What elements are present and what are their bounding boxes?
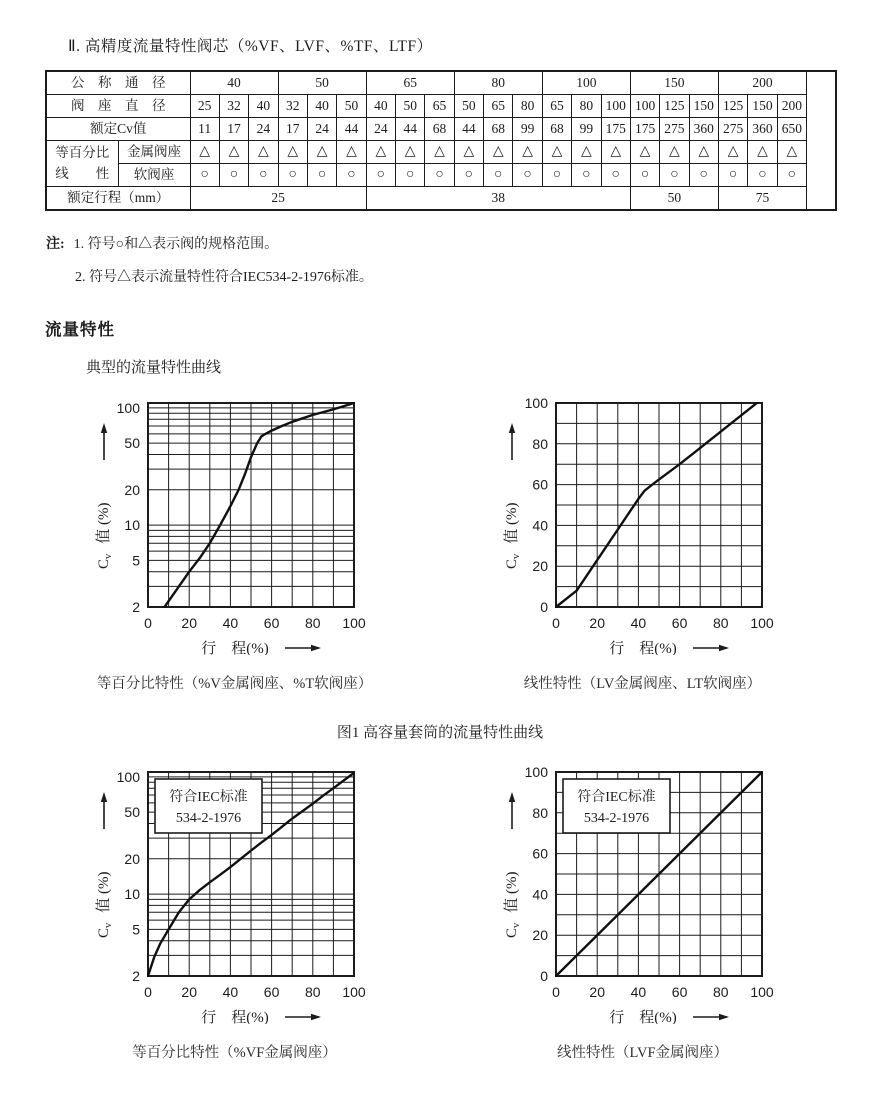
soft-seat-symbol: ○: [513, 164, 542, 187]
y-tick-label: 10: [124, 517, 140, 534]
metal-seat-symbol: △: [337, 141, 366, 164]
seat-diameter-cell: 50: [337, 95, 366, 118]
note-line-1: [46, 233, 880, 253]
x-tick-label: 100: [342, 615, 366, 631]
cv-value-cell: 24: [249, 118, 278, 141]
y-tick-label: 40: [532, 517, 548, 534]
chart-caption-linear-lvf: 线性特性（LVF金属阀座）: [556, 1045, 729, 1061]
metal-seat-symbol: △: [660, 141, 689, 164]
x-tick-label: 100: [342, 984, 366, 1000]
metal-seat-symbol: △: [454, 141, 483, 164]
cv-value-cell: 44: [454, 118, 483, 141]
chart-linear-lvf: [490, 762, 795, 1024]
cv-value-cell: 99: [513, 118, 542, 141]
cv-value-cell: 275: [718, 118, 747, 141]
y-tick-label: 60: [532, 476, 548, 493]
chart-block-linear-lvf: [490, 762, 795, 1062]
soft-seat-symbol: ○: [718, 164, 747, 187]
x-axis-arrowhead: [719, 645, 729, 651]
row-label-characteristic: 等百分比 线 性: [46, 141, 118, 187]
x-axis-label: 行 程(%): [609, 641, 677, 655]
seat-diameter-cell: 32: [219, 95, 248, 118]
x-tick-label: 20: [589, 984, 605, 1000]
seat-diameter-cell: 150: [689, 95, 718, 118]
seat-diameter-cell: 125: [718, 95, 747, 118]
metal-seat-symbol: △: [542, 141, 571, 164]
y-tick-label: 10: [124, 886, 140, 903]
nominal-size-cell: 50: [278, 71, 366, 95]
travel-value-cell: 75: [718, 187, 806, 211]
cv-value-cell: 17: [278, 118, 307, 141]
x-tick-label: 0: [144, 984, 152, 1000]
cv-value-cell: 24: [366, 118, 395, 141]
y-axis-arrowhead: [509, 423, 515, 433]
y-tick-label: 2: [132, 968, 140, 984]
soft-seat-symbol: ○: [777, 164, 806, 187]
x-tick-label: 80: [713, 984, 729, 1000]
y-tick-label: 40: [532, 886, 548, 903]
charts-row-2: [0, 762, 880, 1062]
nominal-size-cell: 40: [190, 71, 278, 95]
cv-value-cell: 24: [307, 118, 336, 141]
travel-value-cell: 25: [190, 187, 366, 211]
x-tick-label: 80: [305, 615, 321, 631]
soft-seat-symbol: ○: [454, 164, 483, 187]
nominal-size-cell: 65: [366, 71, 454, 95]
seat-diameter-cell: 40: [249, 95, 278, 118]
seat-diameter-cell: 125: [660, 95, 689, 118]
metal-seat-symbol: △: [425, 141, 454, 164]
y-tick-label: 20: [124, 850, 140, 867]
cv-value-cell: 44: [337, 118, 366, 141]
soft-seat-symbol: ○: [249, 164, 278, 187]
chart-caption-linear-lv: 线性特性（LV金属阀座、LT软阀座）: [523, 676, 762, 692]
metal-seat-symbol: △: [278, 141, 307, 164]
x-tick-label: 60: [263, 615, 280, 631]
x-tick-label: 80: [713, 615, 729, 631]
travel-value-cell: 50: [630, 187, 718, 211]
x-tick-label: 20: [589, 615, 605, 631]
nominal-size-cell: 150: [630, 71, 718, 95]
seat-diameter-cell: 65: [425, 95, 454, 118]
cv-value-cell: 360: [689, 118, 718, 141]
cv-value-cell: 360: [748, 118, 777, 141]
chart-equal-percentage-v: [82, 393, 387, 655]
cv-value-cell: 17: [219, 118, 248, 141]
x-axis-label: 行 程(%): [609, 1010, 677, 1024]
seat-diameter-cell: 65: [484, 95, 513, 118]
seat-diameter-cell: 80: [572, 95, 601, 118]
figure-caption: 图1 高容量套筒的流量特性曲线: [336, 725, 544, 741]
seat-diameter-cell: 40: [307, 95, 336, 118]
y-tick-label: 100: [524, 764, 548, 780]
x-tick-label: 60: [671, 984, 688, 1000]
x-axis-arrowhead: [311, 1014, 321, 1020]
cv-value-cell: 68: [542, 118, 571, 141]
x-tick-label: 60: [263, 984, 280, 1000]
metal-seat-symbol: △: [249, 141, 278, 164]
metal-seat-symbol: △: [748, 141, 777, 164]
cv-value-cell: 175: [601, 118, 630, 141]
row-label-seat-diameter: 阀 座 直 径: [46, 95, 190, 118]
row-label-nominal-diameter: 公 称 通 径: [46, 71, 190, 95]
metal-seat-symbol: △: [572, 141, 601, 164]
y-tick-label: 5: [132, 921, 140, 938]
chart-caption-equal-percentage-vf: 等百分比特性（%VF金属阀座）: [132, 1045, 337, 1061]
metal-seat-symbol: △: [513, 141, 542, 164]
soft-seat-symbol: ○: [484, 164, 513, 187]
soft-seat-symbol: ○: [689, 164, 718, 187]
soft-seat-symbol: ○: [337, 164, 366, 187]
x-tick-label: 20: [181, 615, 197, 631]
y-axis-label: $C_v$值 (%): [96, 502, 114, 569]
y-axis-arrowhead: [509, 792, 515, 802]
soft-seat-symbol: ○: [425, 164, 454, 187]
soft-seat-symbol: ○: [307, 164, 336, 187]
x-axis-label: 行 程(%): [201, 641, 269, 655]
y-tick-label: 0: [540, 968, 548, 984]
seat-diameter-cell: 150: [748, 95, 777, 118]
metal-seat-symbol: △: [366, 141, 395, 164]
x-tick-label: 0: [144, 615, 152, 631]
y-tick-label: 2: [132, 599, 140, 615]
metal-seat-symbol: △: [630, 141, 659, 164]
nominal-size-cell: 80: [454, 71, 542, 95]
metal-seat-symbol: △: [718, 141, 747, 164]
y-axis-arrowhead: [101, 792, 107, 802]
soft-seat-symbol: ○: [278, 164, 307, 187]
section-heading: 流量特性: [45, 321, 115, 339]
chart-caption-equal-percentage-v: 等百分比特性（%V金属阀座、%T软阀座）: [96, 676, 373, 692]
cv-value-cell: 650: [777, 118, 806, 141]
cv-value-cell: 68: [425, 118, 454, 141]
metal-seat-symbol: △: [219, 141, 248, 164]
cv-value-cell: 275: [660, 118, 689, 141]
y-axis-label: $C_v$值 (%): [504, 871, 522, 938]
travel-value-cell: 38: [366, 187, 630, 211]
soft-seat-symbol: ○: [396, 164, 425, 187]
soft-seat-symbol: ○: [601, 164, 630, 187]
section-subheading: 典型的流量特性曲线: [86, 360, 222, 376]
y-tick-label: 100: [116, 399, 140, 416]
note-line-2: [75, 266, 880, 286]
seat-diameter-cell: 40: [366, 95, 395, 118]
seat-diameter-cell: 25: [190, 95, 219, 118]
row-label-metal-seat: 金属阀座: [118, 141, 190, 164]
cv-value-cell: 68: [484, 118, 513, 141]
x-tick-label: 0: [552, 984, 560, 1000]
soft-seat-symbol: ○: [190, 164, 219, 187]
iec-standard-text: 534-2-1976: [175, 811, 242, 826]
x-tick-label: 40: [222, 984, 239, 1000]
chart-equal-percentage-vf: [82, 762, 387, 1024]
nominal-size-cell: 100: [542, 71, 630, 95]
y-tick-label: 50: [124, 804, 140, 821]
chart-block-equal-percentage-vf: [82, 762, 387, 1062]
y-axis-label: $C_v$值 (%): [504, 502, 522, 569]
seat-diameter-cell: 32: [278, 95, 307, 118]
chart-block-equal-percentage-v: [82, 393, 387, 693]
chart-linear-lv: [490, 393, 795, 655]
x-tick-label: 0: [552, 615, 560, 631]
seat-diameter-cell: 65: [542, 95, 571, 118]
x-tick-label: 20: [181, 984, 197, 1000]
y-tick-label: 100: [524, 395, 548, 411]
iec-standard-text: 符合IEC标准: [169, 790, 248, 805]
row-label-rated-cv: 额定Cv值: [46, 118, 190, 141]
cv-value-cell: 11: [190, 118, 219, 141]
seat-diameter-cell: 50: [396, 95, 425, 118]
metal-seat-symbol: △: [601, 141, 630, 164]
cv-value-cell: 99: [572, 118, 601, 141]
x-tick-label: 40: [222, 615, 239, 631]
y-tick-label: 20: [532, 558, 548, 575]
note-label: 注:: [46, 237, 65, 252]
cv-value-cell: 175: [630, 118, 659, 141]
y-axis-label: $C_v$值 (%): [96, 871, 114, 938]
y-tick-label: 80: [532, 435, 548, 452]
page-title: Ⅱ. 高精度流量特性阀芯（%VF、LVF、%TF、LTF）: [68, 38, 433, 55]
note-item-1: 1. 符号○和△表示阀的规格范围。: [73, 237, 279, 252]
soft-seat-symbol: ○: [660, 164, 689, 187]
seat-diameter-cell: 80: [513, 95, 542, 118]
x-tick-label: 40: [630, 984, 647, 1000]
y-tick-label: 80: [532, 804, 548, 821]
soft-seat-symbol: ○: [572, 164, 601, 187]
x-axis-arrowhead: [311, 645, 321, 651]
soft-seat-symbol: ○: [366, 164, 395, 187]
seat-diameter-cell: 100: [630, 95, 659, 118]
seat-diameter-cell: 100: [601, 95, 630, 118]
cv-value-cell: 44: [396, 118, 425, 141]
row-label-rated-travel: 额定行程（mm）: [46, 187, 190, 211]
x-tick-label: 40: [630, 615, 647, 631]
x-tick-label: 100: [750, 984, 774, 1000]
soft-seat-symbol: ○: [542, 164, 571, 187]
metal-seat-symbol: △: [777, 141, 806, 164]
charts-row-1: [0, 393, 880, 693]
chart-block-linear-lv: [490, 393, 795, 693]
y-tick-label: 20: [532, 927, 548, 944]
y-tick-label: 20: [124, 481, 140, 498]
metal-seat-symbol: △: [190, 141, 219, 164]
document-page: [0, 34, 880, 1062]
note-item-2: 2. 符号△表示流量特性符合IEC534-2-1976标准。: [75, 270, 373, 285]
soft-seat-symbol: ○: [219, 164, 248, 187]
y-tick-label: 60: [532, 845, 548, 862]
iec-standard-text: 534-2-1976: [583, 811, 650, 826]
metal-seat-symbol: △: [307, 141, 336, 164]
y-tick-label: 5: [132, 552, 140, 569]
nominal-size-cell: 200: [718, 71, 806, 95]
y-axis-arrowhead: [101, 423, 107, 433]
metal-seat-symbol: △: [484, 141, 513, 164]
x-tick-label: 100: [750, 615, 774, 631]
notes-block: [46, 233, 880, 286]
soft-seat-symbol: ○: [748, 164, 777, 187]
y-tick-label: 100: [116, 768, 140, 785]
row-label-soft-seat: 软阀座: [118, 164, 190, 187]
x-axis-arrowhead: [719, 1014, 729, 1020]
seat-diameter-cell: 50: [454, 95, 483, 118]
metal-seat-symbol: △: [396, 141, 425, 164]
x-tick-label: 60: [671, 615, 688, 631]
seat-diameter-cell: 200: [777, 95, 806, 118]
soft-seat-symbol: ○: [630, 164, 659, 187]
spec-table: [45, 70, 837, 211]
x-axis-label: 行 程(%): [201, 1010, 269, 1024]
y-tick-label: 0: [540, 599, 548, 615]
y-tick-label: 50: [124, 435, 140, 452]
iec-standard-text: 符合IEC标准: [577, 790, 656, 805]
metal-seat-symbol: △: [689, 141, 718, 164]
x-tick-label: 80: [305, 984, 321, 1000]
